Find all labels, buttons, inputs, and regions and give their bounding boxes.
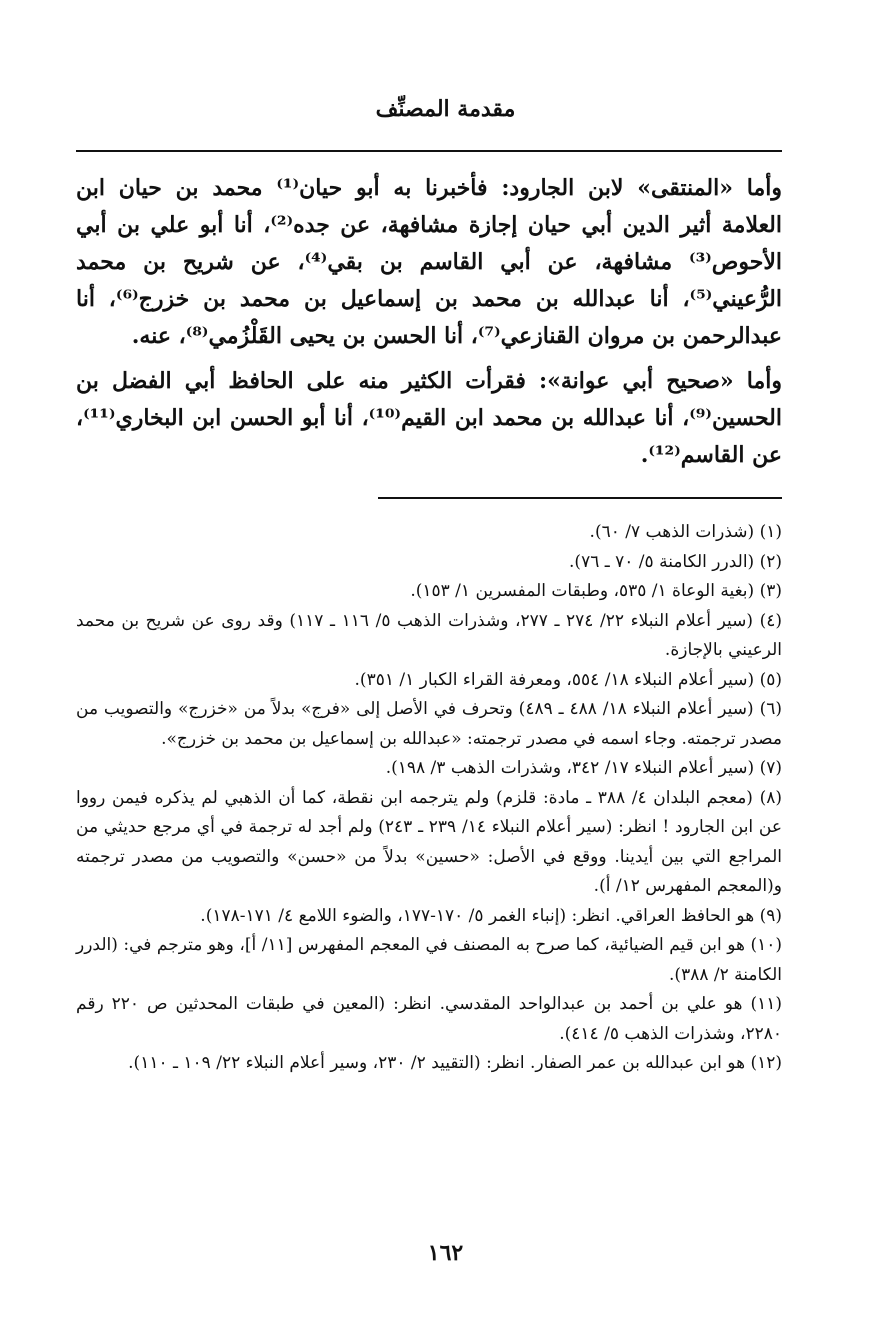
footnote-7: (٧) (سير أعلام النبلاء ١٧/ ٣٤٢، وشذرات الذهب ٣/ ١٩٨).: [385, 758, 782, 778]
footnote-rule: [378, 497, 782, 499]
page-header-title: مقدمة المصنِّف: [375, 96, 516, 122]
header-rule: [76, 150, 782, 152]
footnote-12: (١٢) هو ابن عبدالله بن عمر الصفار. انظر: (التقييد ٢/ ٢٣٠، وسير أعلام النبلاء ٢٢/ ١٠٩ ـ ١١٠).: [128, 1053, 782, 1073]
main-text: [76, 170, 782, 482]
footnote-4: (٤) (سير أعلام النبلاء ٢٢/ ٢٧٤ ـ ٢٧٧، وشذرات الذهب ٥/ ١١٦ ـ ١١٧) وقد روى عن شريح بن محمد الرعيني بالإجازة.: [76, 610, 782, 660]
footnote-3: (٣) (بغية الوعاة ١/ ٥٣٥، وطبقات المفسرين ١/ ١٥٣).: [410, 581, 782, 601]
footnote-5: (٥) (سير أعلام النبلاء ١٨/ ٥٥٤، ومعرفة القراء الكبار ١/ ٣٥١).: [354, 669, 782, 690]
footnotes: [76, 518, 782, 1079]
footnote-8: (٨) (معجم البلدان ٤/ ٣٨٨ ـ مادة: قلزم) ولم يترجمه ابن نقطة، كما أن الذهبي لم يذكره فيمن رووا عن ابن الجارود ! انظر: (سير أعلام النبلاء ١٤/ ٢٣٩ ـ ٢٤٣) ولم أجد له ترجمة في أي مرجع حديثي من المراجع التي بين أيدينا. ووقع في الأصل: «حسين» بدلاً من «حسن» والتصويب من مصدر ترجمته و(المعجم المفهرس ١٢/ أ).: [76, 787, 782, 896]
footnote-11: (١١) هو علي بن أحمد بن عبدالواحد المقدسي. انظر: (المعين في طبقات المحدثين ص ٢٢٠ رقم ٢٢٨٠، وشذرات الذهب ٥/ ٤١٤).: [76, 994, 782, 1044]
page-number: ١٦٢: [427, 1240, 464, 1266]
footnote-9: (٩) هو الحافظ العراقي. انظر: (إنباء الغمر ٥/ ١٧٠-١٧٧، والضوء اللامع ٤/ ١٧١-١٧٨).: [200, 905, 782, 926]
paragraph-abi-awana: وأما «صحيح أبي عوانة»: فقرأت الكثير منه على الحافظ أبي الفضل بن الحسين⁽⁹⁾، أنا عبدالله بن محمد ابن القيم⁽¹⁰⁾، أنا أبو الحسن ابن البخاري⁽¹¹⁾، عن القاسم⁽¹²⁾.: [76, 368, 782, 468]
footnote-6: (٦) (سير أعلام النبلاء ١٨/ ٤٨٨ ـ ٤٨٩) وتحرف في الأصل إلى «فرج» بدلاً من «خزرج» والتصويب من مصدر ترجمته. وجاء اسمه في مصدر ترجمته: «عبدالله بن إسماعيل بن محمد بن خزرج».: [76, 699, 782, 749]
footnote-2: (٢) (الدرر الكامنة ٥/ ٧٠ ـ ٧٦).: [569, 551, 782, 572]
paragraph-muntaqa: وأما «المنتقى» لابن الجارود: فأخبرنا به أبو حيان⁽¹⁾ محمد بن حيان ابن العلامة أثير الدين أبي حيان إجازة مشافهة، عن جده⁽²⁾، أنا أبو علي بن أبي الأحوص⁽³⁾ مشافهة، عن أبي القاسم بن بقي⁽⁴⁾، عن شريح بن محمد الرُّعيني⁽⁵⁾، أنا عبدالله بن محمد بن إسماعيل بن محمد بن خزرج⁽⁶⁾، أنا عبدالرحمن بن مروان القنازعي⁽⁷⁾، أنا الحسن بن يحيى القَلْزُمي⁽⁸⁾، عنه.: [76, 175, 782, 349]
footnote-1: (١) (شذرات الذهب ٧/ ٦٠).: [589, 522, 782, 542]
footnote-10: (١٠) هو ابن قيم الضيائية، كما صرح به المصنف في المعجم المفهرس [١١/ أ]، وهو مترجم في: (الدرر الكامنة ٢/ ٣٨٨).: [76, 935, 782, 985]
